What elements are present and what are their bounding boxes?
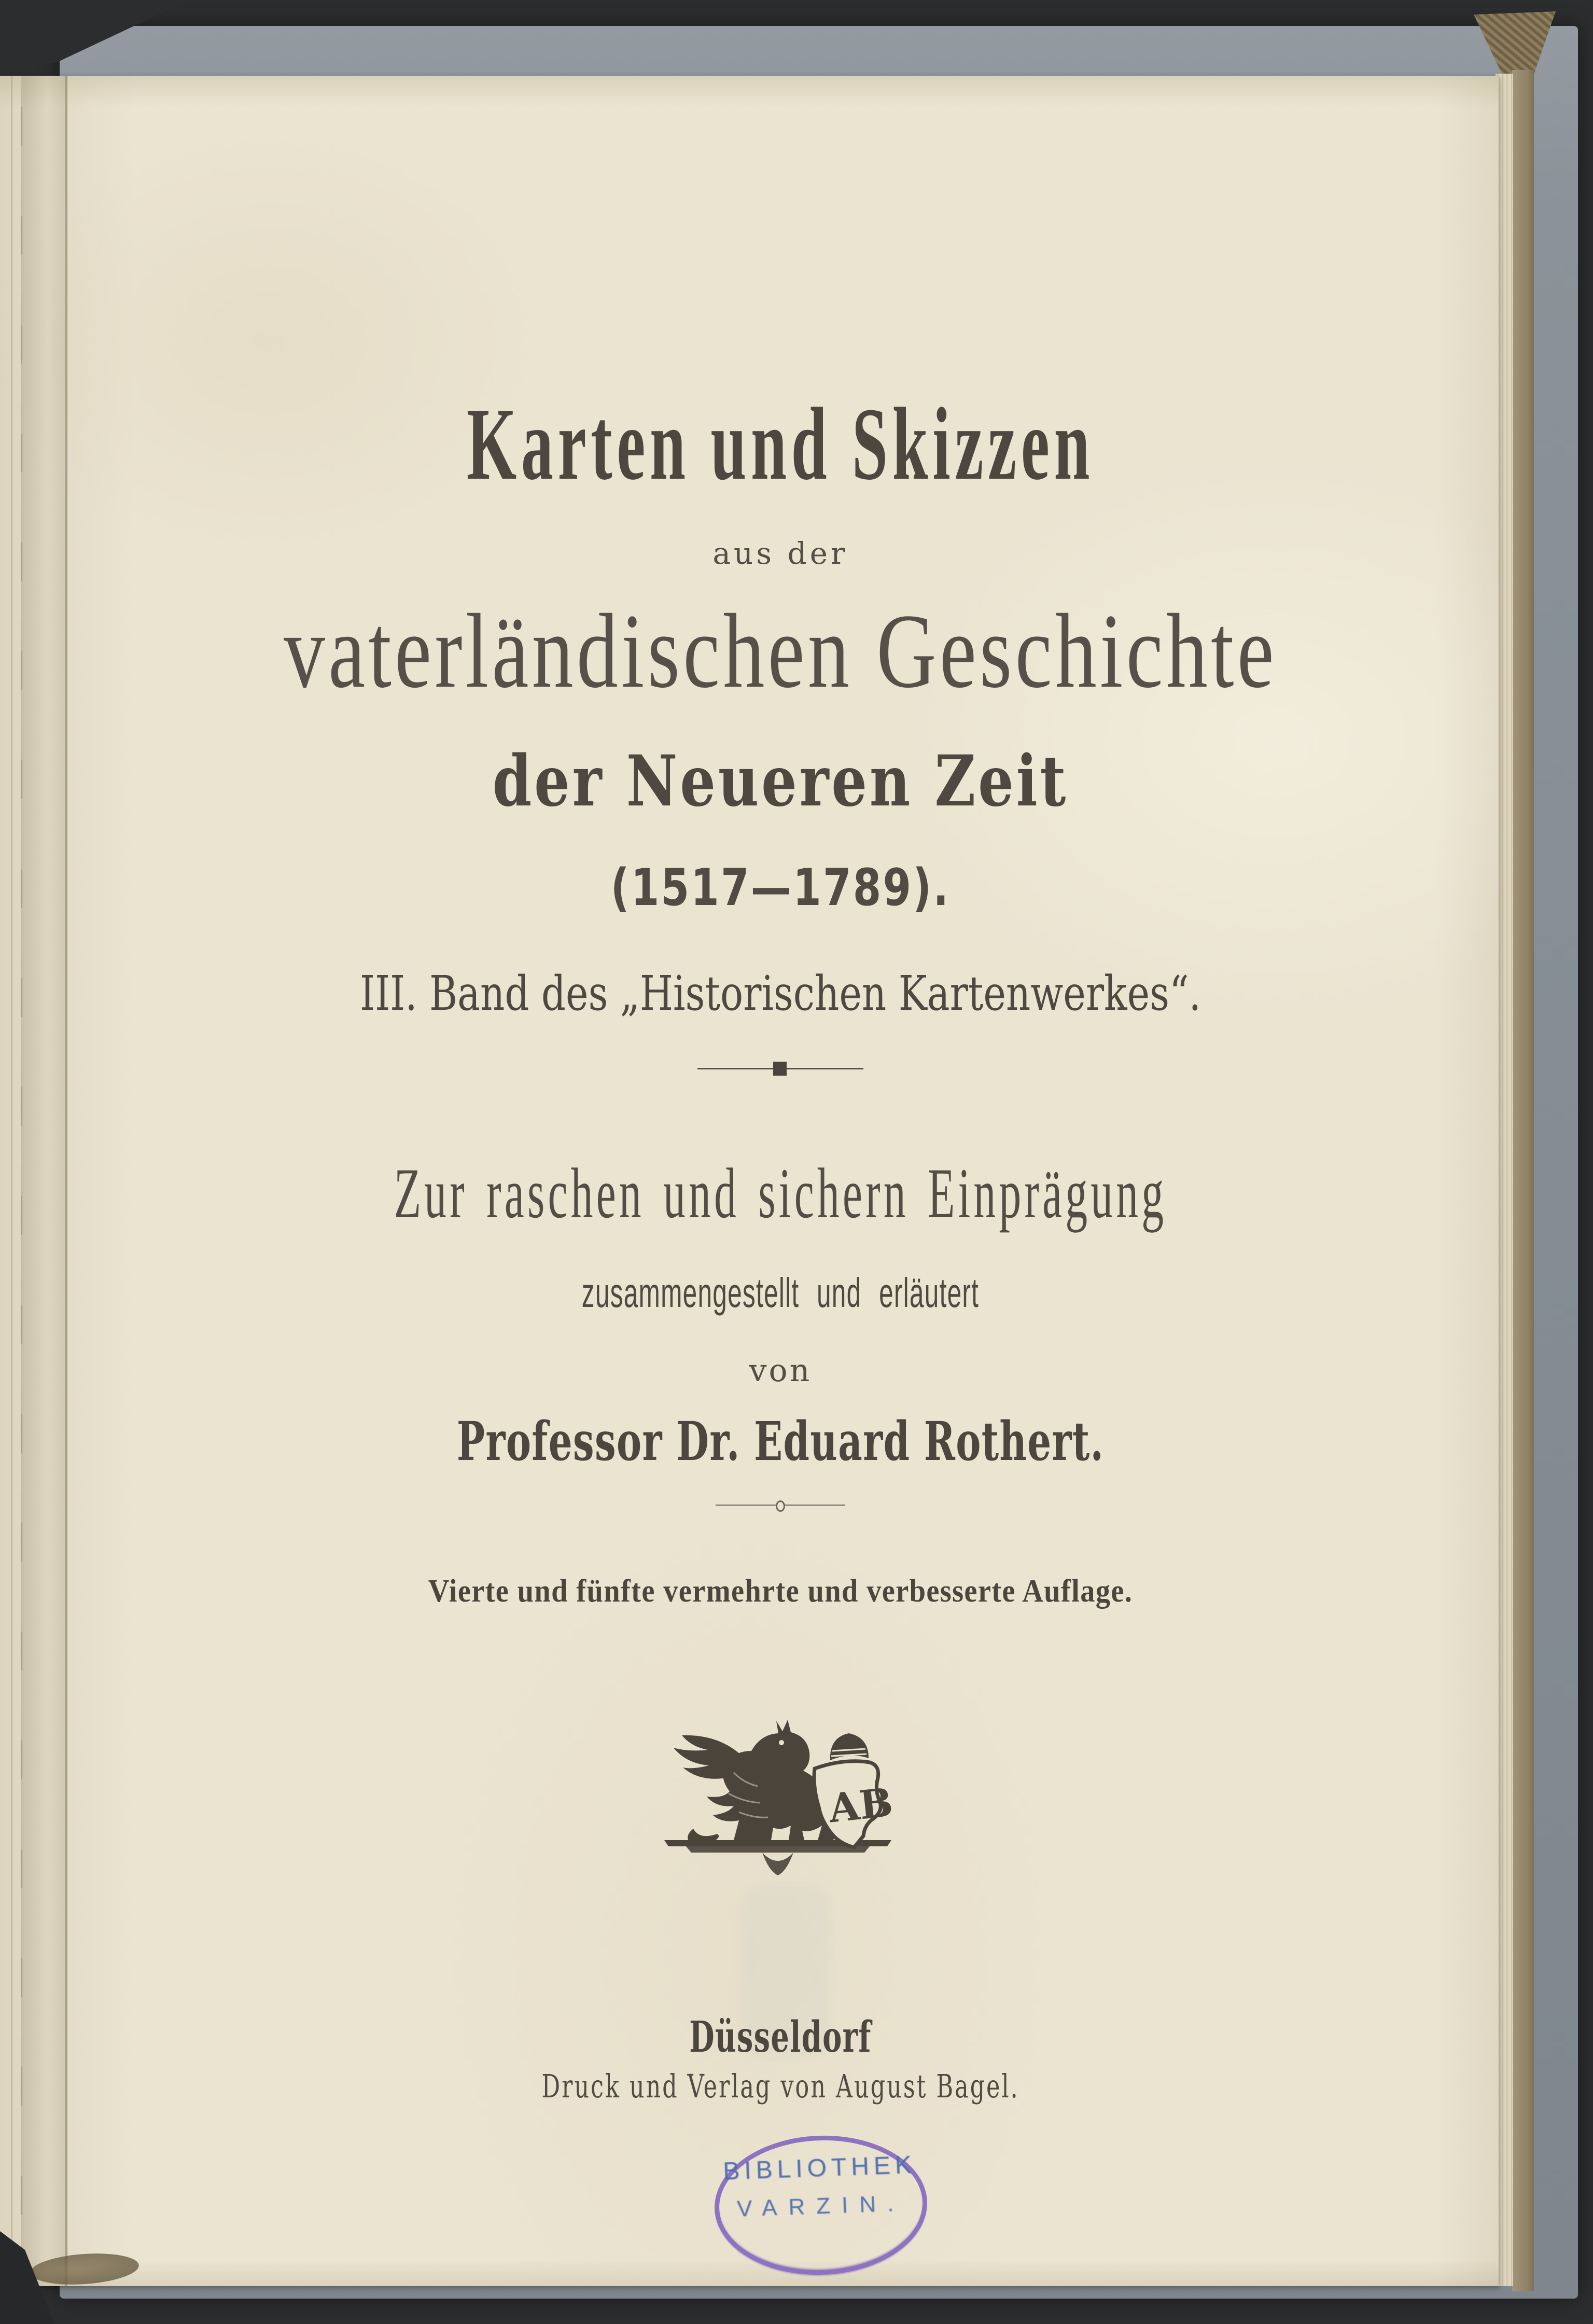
stamp-line-2: VARZIN. xyxy=(736,2190,905,2222)
by-word: von xyxy=(749,1353,812,1389)
divider-circle-ornament xyxy=(776,1500,785,1512)
stamp-line-1: BIBLIOTHEK xyxy=(722,2151,917,2186)
griffin-eye xyxy=(779,1740,784,1745)
subtitle-line-1: vaterländischen Geschichte xyxy=(284,592,1277,710)
title-connector: aus der xyxy=(712,536,848,571)
subtitle-line-2: der Neueren Zeit xyxy=(492,740,1069,822)
gutter-shadow xyxy=(22,76,68,2286)
imprint-line: Druck und Verlag von August Bagel. xyxy=(541,2067,1019,2105)
book-block-edge xyxy=(1512,70,1534,2291)
printer-mark-griffin xyxy=(656,1710,900,1884)
shelf-ornament xyxy=(762,1853,793,1875)
series-note: III. Band des „Historischen Kartenwerkes“. xyxy=(360,966,1201,1021)
date-range: (1517—1789). xyxy=(610,858,951,917)
edition-note: Vierte und fünfte vermehrte und verbesserte Auflage. xyxy=(428,1574,1133,1609)
library-stamp xyxy=(712,2132,929,2278)
purpose-line: Zur raschen und sichern Einprägung xyxy=(394,1153,1167,1233)
publisher-city: Düsseldorf xyxy=(689,2012,872,2062)
author-name: Professor Dr. Eduard Rothert. xyxy=(456,1410,1105,1473)
shelf-molding xyxy=(686,1846,870,1853)
under-page-edge xyxy=(11,76,12,2286)
divider-square-ornament xyxy=(773,1062,787,1076)
compilation-line: zusammengestellt und erläutert xyxy=(581,1270,980,1316)
title-page xyxy=(0,76,1499,2286)
gutter-crease xyxy=(65,76,67,2286)
book-title: Karten und Skizzen xyxy=(466,387,1095,502)
monogram: AB xyxy=(827,1779,895,1832)
